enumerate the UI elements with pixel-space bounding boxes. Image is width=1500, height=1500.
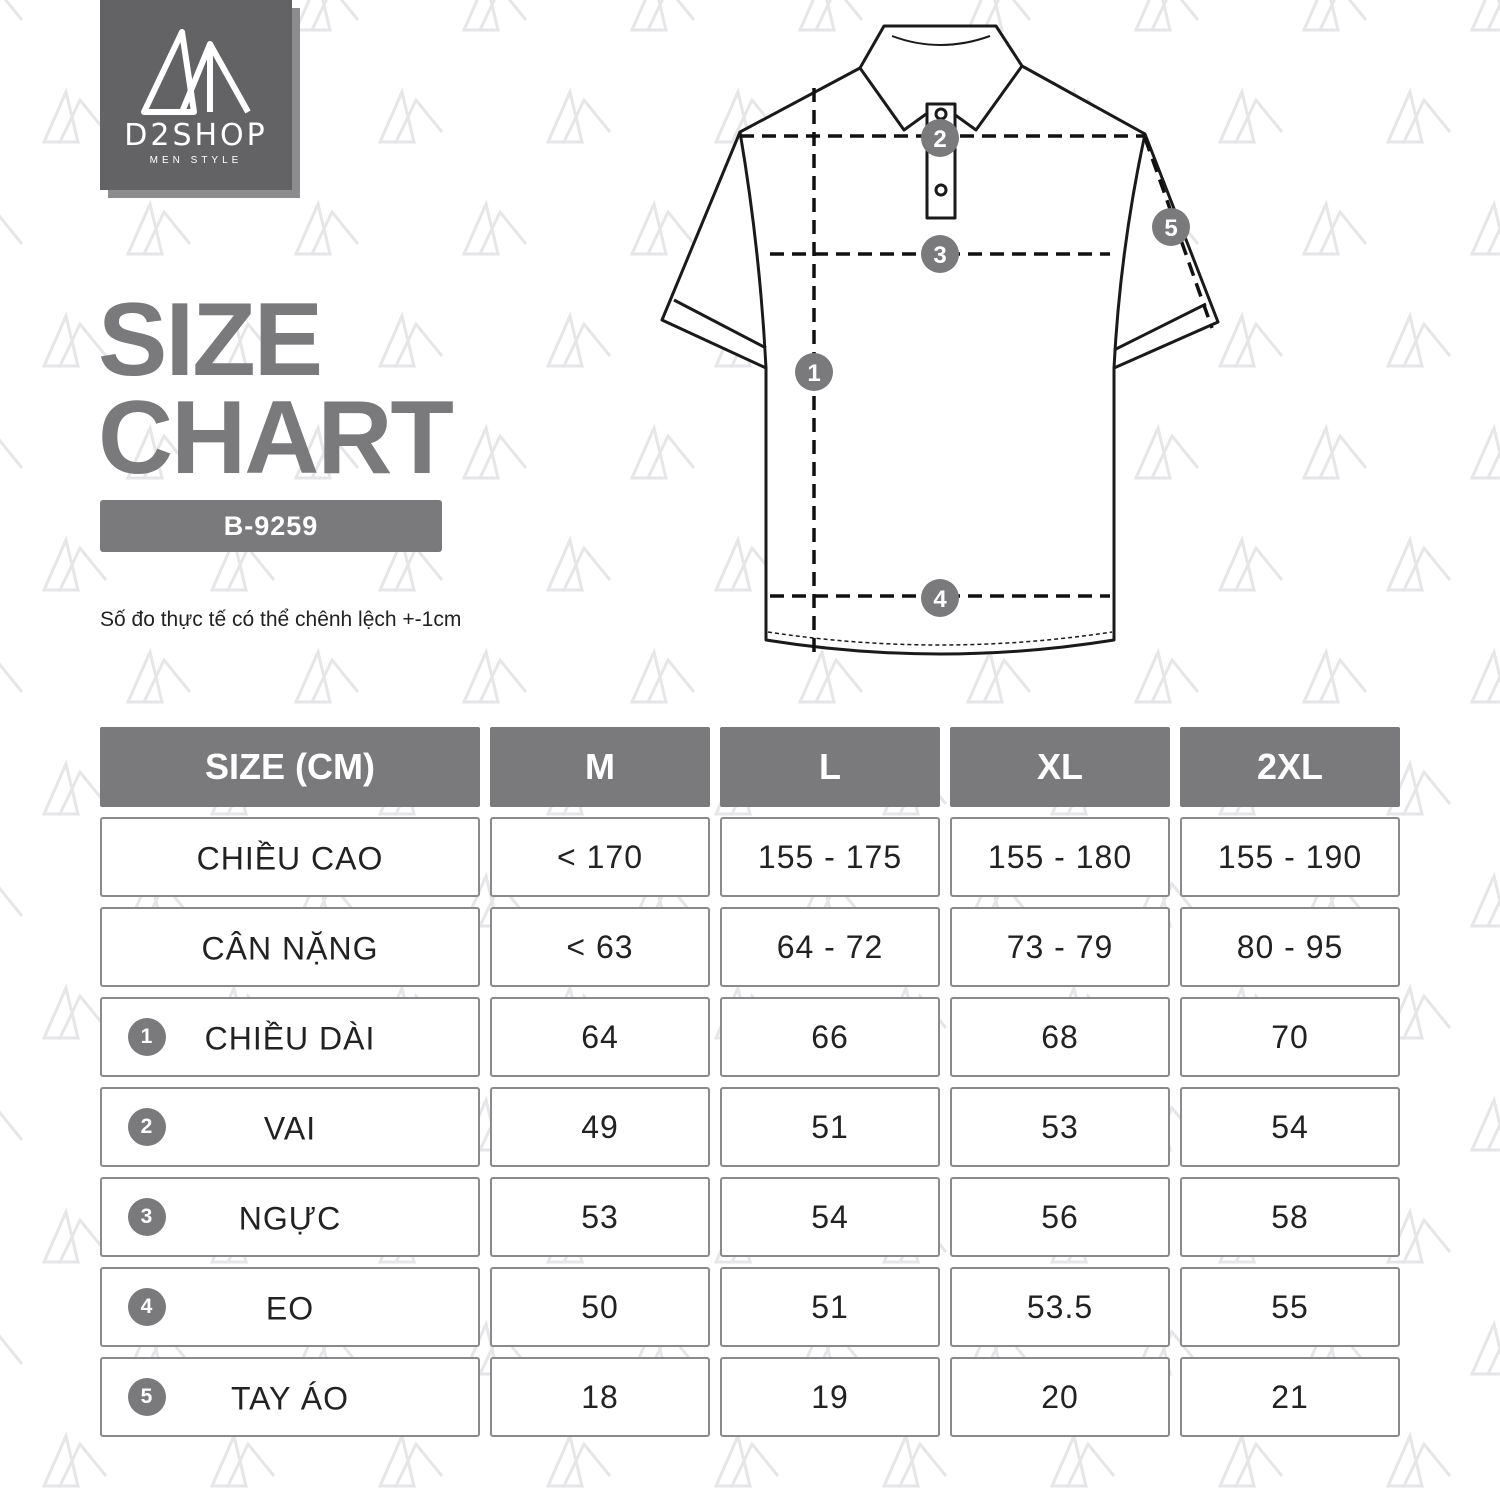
table-row-label-cell — [100, 1357, 480, 1437]
row-label: CHIỀU DÀI — [204, 1020, 376, 1057]
table-value-cell: 68 — [950, 997, 1170, 1077]
table-value-cell: 64 - 72 — [720, 907, 940, 987]
table-value-cell: < 63 — [490, 907, 710, 987]
table-value-cell: 54 — [1180, 1087, 1400, 1167]
row-label: CÂN NẶNG — [201, 930, 379, 967]
table-value-cell: 50 — [490, 1267, 710, 1347]
table-value-cell: 66 — [720, 997, 940, 1077]
table-value-cell: 19 — [720, 1357, 940, 1437]
row-number-badge: 3 — [128, 1198, 166, 1236]
table-row-label-cell — [100, 1087, 480, 1167]
svg-text:3: 3 — [933, 242, 947, 269]
table-value-cell: 51 — [720, 1267, 940, 1347]
table-value-cell: 64 — [490, 997, 710, 1077]
table-row-label-cell — [100, 997, 480, 1077]
row-label: CHIỀU CAO — [196, 840, 384, 877]
row-label: NGỰC — [238, 1200, 342, 1237]
measurement-note: Số đo thực tế có thể chênh lệch +-1cm — [100, 608, 462, 631]
polo-shirt-diagram — [650, 18, 1230, 678]
table-value-cell: < 170 — [490, 817, 710, 897]
row-number-badge: 4 — [128, 1288, 166, 1326]
marker-1 — [795, 353, 833, 391]
table-value-cell: 54 — [720, 1177, 940, 1257]
table-row-label-cell — [100, 817, 480, 897]
marker-3 — [921, 235, 959, 273]
table-value-cell: 58 — [1180, 1177, 1400, 1257]
table-value-cell: 155 - 175 — [720, 817, 940, 897]
svg-text:2: 2 — [933, 126, 947, 153]
size-header: SIZE (CM) — [100, 727, 480, 807]
row-label: EO — [265, 1290, 315, 1327]
size-xl-header: XL — [950, 727, 1170, 807]
table-value-cell: 51 — [720, 1087, 940, 1167]
table-value-cell: 56 — [950, 1177, 1170, 1257]
table-value-cell: 155 - 180 — [950, 817, 1170, 897]
table-value-cell: 21 — [1180, 1357, 1400, 1437]
marker-4 — [921, 579, 959, 617]
row-number-badge: 2 — [128, 1108, 166, 1146]
marker-2 — [921, 119, 959, 157]
row-label: TAY ÁO — [230, 1380, 350, 1417]
size-2xl-header: 2XL — [1180, 727, 1400, 807]
brand-logo — [100, 0, 292, 190]
brand-tagline: MEN STYLE — [149, 155, 243, 166]
table-value-cell: 53 — [490, 1177, 710, 1257]
brand-name: D2SHOP — [124, 118, 268, 153]
table-value-cell: 18 — [490, 1357, 710, 1437]
table-value-cell: 73 - 79 — [950, 907, 1170, 987]
table-value-cell: 55 — [1180, 1267, 1400, 1347]
svg-text:4: 4 — [933, 586, 947, 613]
svg-text:1: 1 — [807, 360, 821, 387]
table-value-cell: 70 — [1180, 997, 1400, 1077]
d2-logo-icon — [136, 26, 256, 118]
size-m-header: M — [490, 727, 710, 807]
product-code-badge: B-9259 — [100, 500, 442, 552]
title-line-1: SIZE — [98, 282, 322, 398]
title-line-2: CHART — [98, 380, 452, 496]
table-row-label-cell — [100, 1267, 480, 1347]
row-number-badge: 5 — [128, 1378, 166, 1416]
row-number-badge: 1 — [128, 1018, 166, 1056]
svg-text:5: 5 — [1164, 215, 1178, 242]
table-value-cell: 80 - 95 — [1180, 907, 1400, 987]
table-row-label-cell — [100, 907, 480, 987]
table-value-cell: 53.5 — [950, 1267, 1170, 1347]
table-row-label-cell — [100, 1177, 480, 1257]
table-value-cell: 49 — [490, 1087, 710, 1167]
size-l-header: L — [720, 727, 940, 807]
table-value-cell: 155 - 190 — [1180, 817, 1400, 897]
table-value-cell: 20 — [950, 1357, 1170, 1437]
table-value-cell: 53 — [950, 1087, 1170, 1167]
marker-5 — [1152, 208, 1190, 246]
row-label: VAI — [263, 1110, 317, 1147]
